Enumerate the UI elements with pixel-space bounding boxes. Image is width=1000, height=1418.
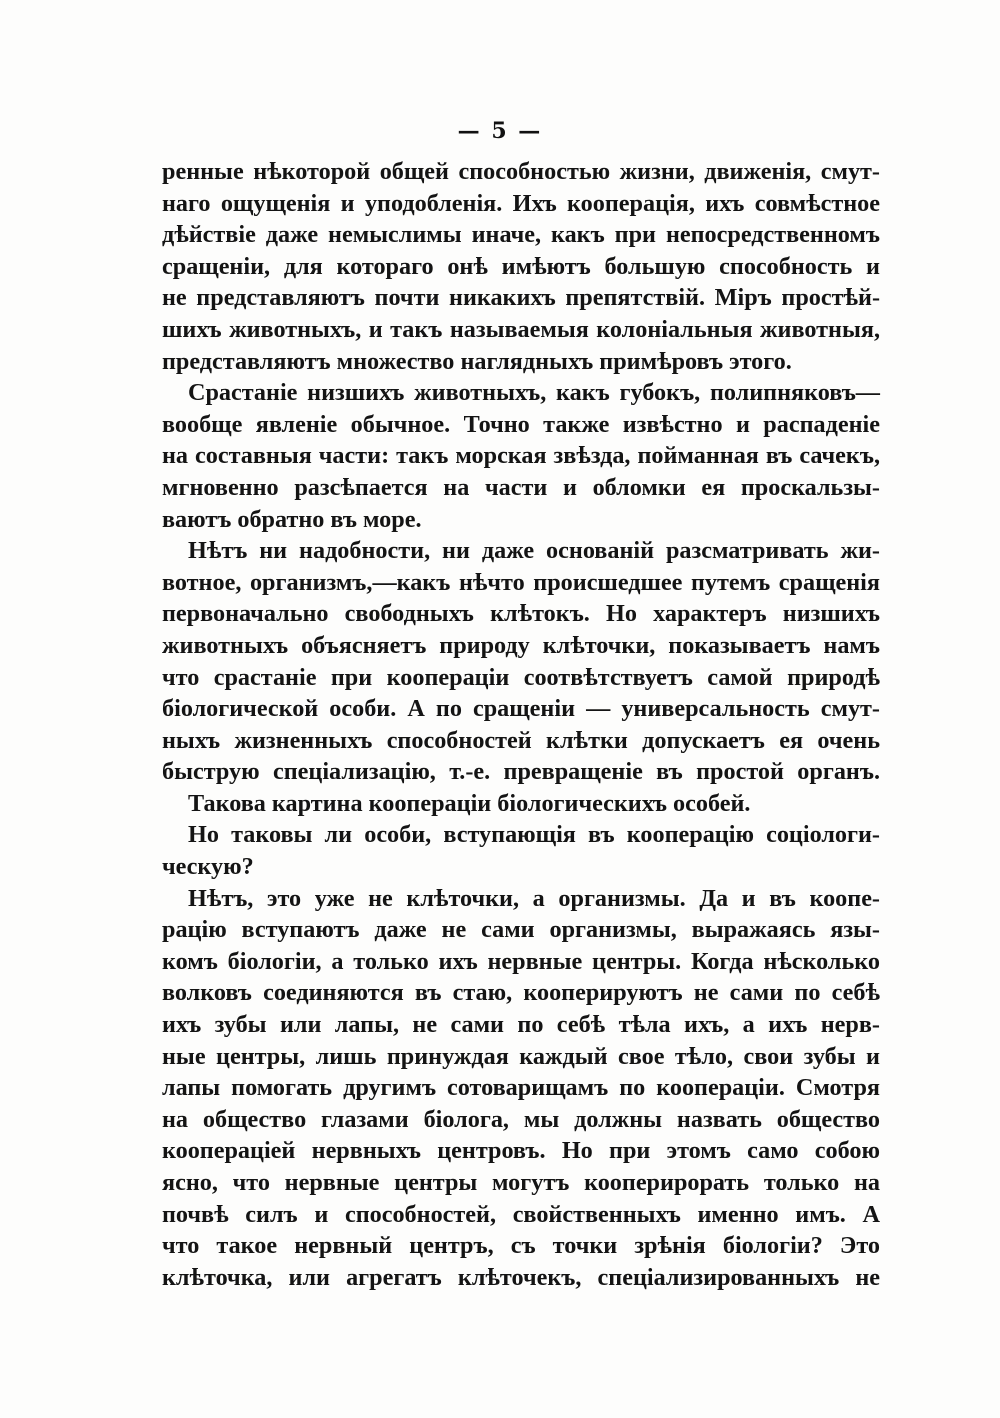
paragraph (162, 377, 880, 535)
text-line: ческую? (162, 853, 254, 881)
text-line: ныхъ жизненныхъ способностей клѣтки допускаетъ ея очень (162, 726, 880, 754)
text-line: на общество глазами біолога, мы должны назвать общество (162, 1105, 880, 1133)
text-line: первоначально свободныхъ клѣтокъ. Но характеръ низшихъ (162, 600, 880, 628)
paragraph (162, 883, 880, 1294)
text-line: почвѣ силъ и способностей, свойственныхъ именно имъ. А (162, 1200, 880, 1228)
text-line: сращеніи, для котораго онѣ имѣютъ большую способность и (162, 252, 880, 280)
text-line: Такова картина коопераціи біологическихъ особей. (188, 789, 751, 817)
body-text (162, 156, 880, 1293)
text-line: лапы помогать другимъ сотоварищамъ по коопераціи. Смотря (162, 1074, 880, 1102)
text-line: мгновенно разсѣпается на части и обломки ея проскальзы- (162, 473, 880, 501)
text-line: дѣйствіе даже немыслимы иначе, какъ при непосредственномъ (162, 221, 880, 249)
text-line: представляютъ множество наглядныхъ примѣровъ этого. (162, 347, 792, 375)
text-line: наго ощущенія и уподобленія. Ихъ кооперація, ихъ совмѣстное (162, 189, 880, 217)
text-line: вотное, организмъ,—какъ нѣчто происшедшее путемъ сращенія (162, 568, 880, 596)
text-line: вообще явленіе обычное. Точно также извѣстно и распаденіе (162, 410, 880, 438)
text-line: быструю спеціализацію, т.-е. превращеніе въ простой органъ. (162, 758, 880, 786)
text-line: ные центры, лишь принуждая каждый свое тѣло, свои зубы и (162, 1042, 880, 1070)
paragraph (162, 535, 880, 788)
page-number: — 5 — (457, 118, 543, 144)
text-line: Срастаніе низшихъ животныхъ, какъ губокъ, полипняковъ— (188, 379, 880, 407)
text-line: волковъ соединяются въ стаю, кооперируютъ не сами по себѣ (162, 979, 880, 1007)
text-line: шихъ животныхъ, и такъ называемыя колоніальныя животныя, (162, 315, 880, 343)
text-line: біологической особи. А по сращеніи — универсальность смут- (162, 695, 880, 723)
text-line: Нѣтъ, это уже не клѣточки, а организмы. Да и въ коопе- (188, 884, 880, 912)
text-line: ихъ зубы или лапы, не сами по себѣ тѣла ихъ, а ихъ нерв- (162, 1011, 880, 1039)
text-line: животныхъ объясняетъ природу клѣточки, показываетъ намъ (162, 631, 880, 659)
paragraph (162, 788, 880, 820)
text-line: ясно, что нервные центры могутъ кооперирорать только на (162, 1169, 880, 1196)
text-line: комъ біологіи, а только ихъ нервные центры. Когда нѣсколько (162, 947, 880, 975)
text-line: что срастаніе при коопераціи соотвѣтствуетъ самой природѣ (162, 663, 880, 691)
paragraph (162, 819, 880, 882)
text-line: клѣточка, или агрегатъ клѣточекъ, спеціализированныхъ не (162, 1263, 880, 1291)
text-line: ренные нѣкоторой общей способностью жизни, движенія, смут- (162, 158, 880, 185)
text-line: рацію вступаютъ даже не сами организмы, выражаясь язы- (162, 916, 880, 944)
text-line: на составныя части: такъ морская звѣзда, пойманная въ сачекъ, (162, 442, 880, 470)
text-line: ваютъ обратно въ море. (162, 505, 422, 533)
text-line: Нѣтъ ни надобности, ни даже основаній разсматривать жи- (188, 537, 880, 565)
paragraph (162, 156, 880, 377)
text-line: не представляютъ почти никакихъ препятствій. Міръ простѣй- (162, 284, 880, 312)
text-line: что такое нервный центръ, съ точки зрѣнія біологіи? Это (162, 1232, 880, 1260)
text-line: Но таковы ли особи, вступающія въ кооперацію соціологи- (188, 821, 880, 849)
text-line: коопераціей нервныхъ центровъ. Но при этомъ само собою (162, 1137, 880, 1165)
